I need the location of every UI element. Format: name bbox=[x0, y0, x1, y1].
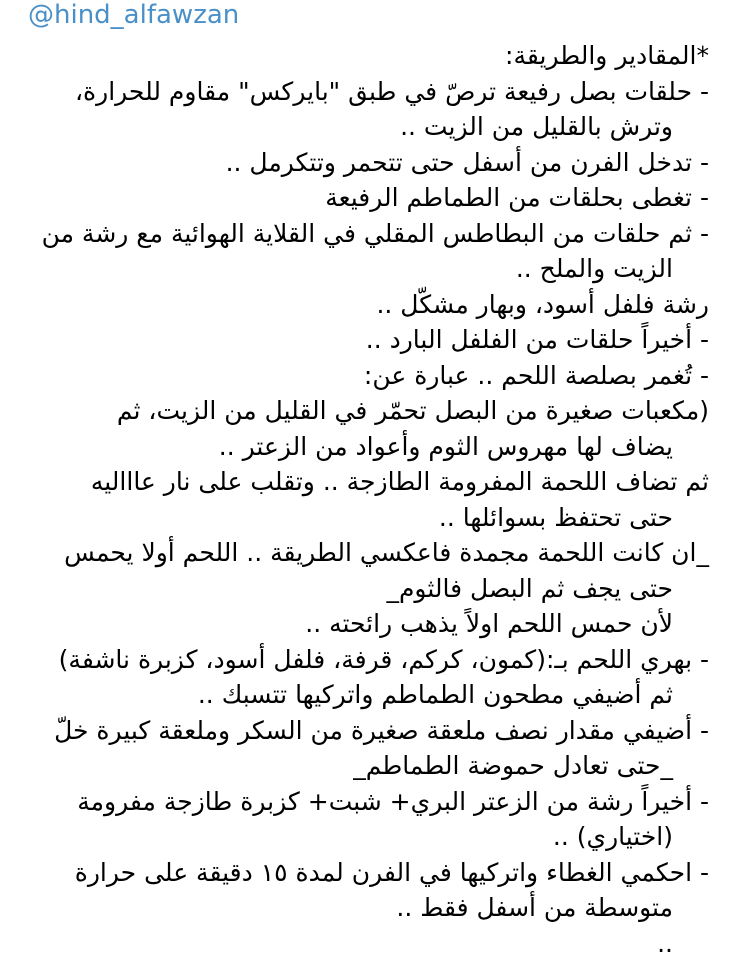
author-handle-link[interactable]: @hind_alfawzan bbox=[28, 0, 240, 30]
post-text-line: لأن حمس اللحم اولاً يذهب رائحته .. bbox=[305, 609, 673, 638]
post-text-line: - احكمي الغطاء واتركيها في الفرن لمدة ١٥ دقيقة على حرارة bbox=[74, 857, 709, 887]
post-text-line: (مكعبات صغيرة من البصل تحمّر في القليل من الزيت، ثم bbox=[116, 396, 709, 425]
post-text-line: - ثم حلقات من البطاطس المقلي في القلاية الهوائية مع رشة من bbox=[41, 218, 709, 248]
post-text-line: - أضيفي مقدار نصف ملعقة صغيرة من السكر وملعقة كبيرة خلّ bbox=[54, 715, 709, 745]
post-text-line: حتى تحتفظ بسوائلها .. bbox=[438, 502, 673, 532]
post-text-line: *المقادير والطريقة: bbox=[505, 41, 709, 70]
post-text-line: (اختياري) .. bbox=[552, 822, 673, 851]
post-text-line: الزيت والملح .. bbox=[515, 254, 673, 283]
post-text-line: وترش بالقليل من الزيت .. bbox=[400, 112, 673, 141]
post-text-line: .. bbox=[657, 928, 673, 958]
post-text-line: _ان كانت اللحمة مجمدة فاعكسي الطريقة .. اللحم أولا يحمس bbox=[64, 538, 709, 567]
post-text-line: - تدخل الفرن من أسفل حتى تتحمر وتتكرمل .. bbox=[225, 147, 709, 177]
post-text-line: - أخيراً حلقات من الفلفل البارد .. bbox=[365, 325, 709, 354]
post-text-line: حتى يجف ثم البصل فالثوم_ bbox=[386, 573, 673, 603]
post-text-line: - حلقات بصل رفيعة ترصّ في طبق "بايركس" مقاوم للحرارة، bbox=[74, 76, 709, 106]
post-text-line: - أخيراً رشة من الزعتر البري+ شبت+ كزبرة طازجة مفرومة bbox=[77, 786, 709, 816]
post-text-line: يضاف لها مهروس الثوم وأعواد من الزعتر .. bbox=[218, 431, 673, 461]
post-text-line: رشة فلفل أسود، وبهار مشكّل .. bbox=[376, 289, 709, 319]
post-text-line: ثم أضيفي مطحون الطماطم واتركيها تتسبك .. bbox=[197, 680, 673, 709]
post-text-line: متوسطة من أسفل فقط .. bbox=[396, 893, 673, 922]
post-text-line: - تُغمر بصلصة اللحم .. عبارة عن: bbox=[363, 360, 709, 390]
post-text-line: - تغطى بحلقات من الطماطم الرفيعة bbox=[325, 183, 709, 212]
post-text-line: ثم تضاف اللحمة المفرومة الطازجة .. وتقلب على نار عاااليه bbox=[90, 467, 709, 496]
post-text-line: _حتى تعادل حموضة الطماطم_ bbox=[353, 751, 673, 780]
post-text-line: - بهري اللحم بـ:(كمون، كركم، قرفة، فلفل أسود، كزبرة ناشفة) bbox=[58, 644, 709, 674]
post-body bbox=[14, 38, 709, 961]
